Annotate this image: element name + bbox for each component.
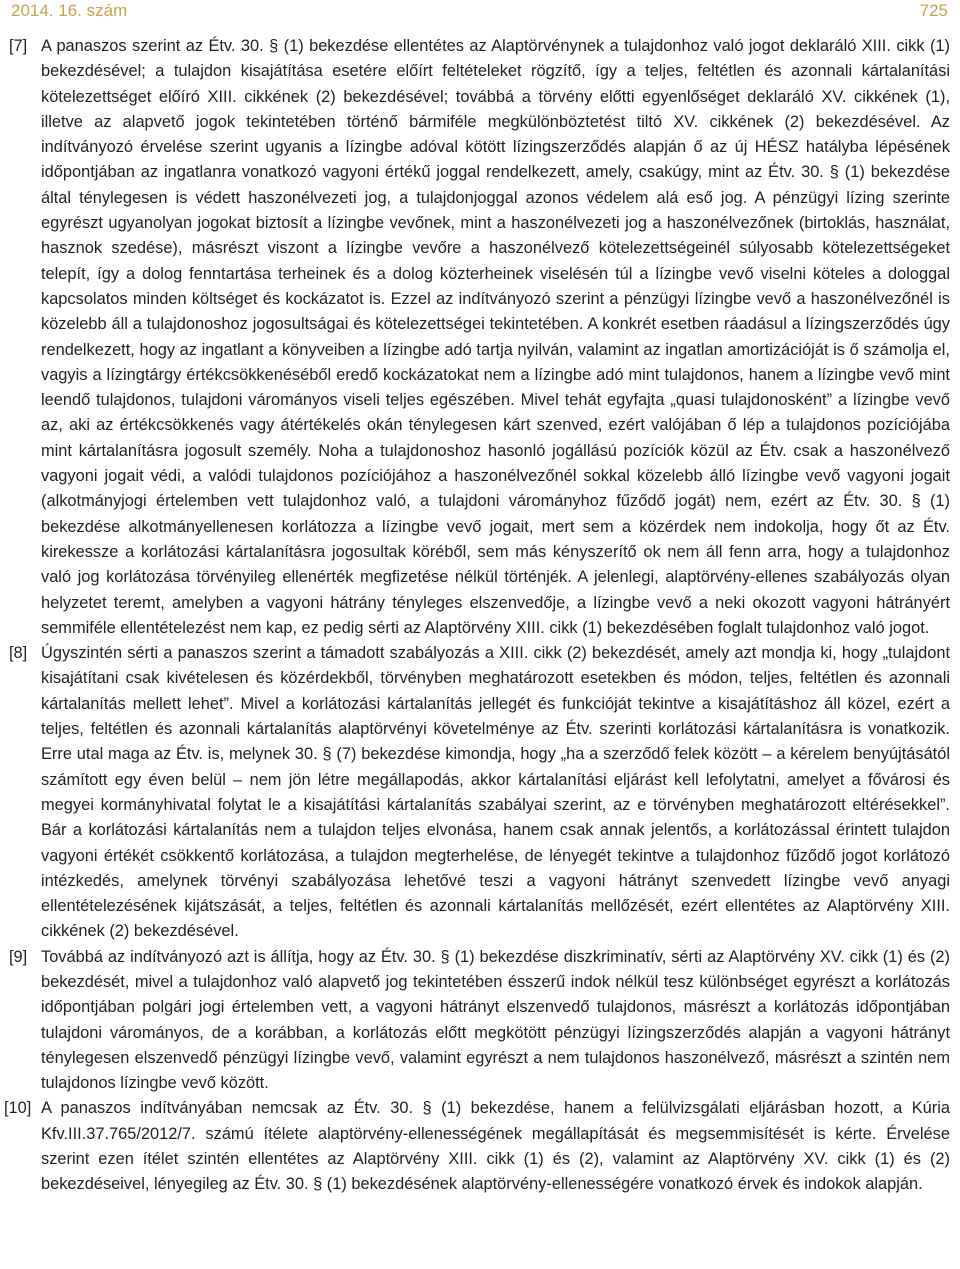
document-body (0, 34, 960, 1198)
paragraph-9 (0, 945, 960, 1097)
paragraph-number: [8] (9, 644, 28, 663)
paragraph-text: Úgyszintén sérti a panaszos szerint a támadott szabályozás a XIII. cikk (2) bekezdését, amely azt mondja ki, hogy „tulajdont kisajátítani csak kivételesen és közérdekből, törvényben meghatározott esetekben és módon, teljes, feltétlen és azonnali kártalanítás mellett lehet”. Mivel a korlátozási kártalanítás jellegét és funkcióját tekintve a kisajátításhoz áll közel, ezért a teljes, feltétlen és azonnali kártalanítás alaptörvényi követelménye az Étv. szerinti korlátozási kártalanításra is vonatkozik. Erre utal maga az Étv. is, melynek 30. § (7) bekezdése kimondja, hogy „ha a szerződő felek között – a kérelem benyújtásától számított egy éven belül – nem jön létre megállapodás, akkor kártalanítási eljárást kell lefolytatni, amelyet a fővárosi és megyei kormányhivatal folytat le a kisajátítási kártalanítás szabályai szerint, az e törvényben meghatározott eltérésekkel”. Bár a korlátozási kártalanítás nem a tulajdon teljes elvonása, hanem csak annak jelentős, a korlátozással érintett tulajdon vagyoni értékét csökkentő korlátozása, a tulajdon megterhelése, de lényegét tekintve a tulajdonhoz fűződő jogot korlátozó intézkedés, amelynek törvényi szabályozása lehetővé teszi a vagyoni hátrányt szenvedett lízingbe vevő anyagi ellentételezésének kijátszását, a teljes, feltétlen és azonnali kártalanítás mellőzését, ezért ellentétes az Alaptörvény XIII. cikkének (2) bekezdésével. (41, 644, 950, 941)
paragraph-text: A panaszos szerint az Étv. 30. § (1) bekezdése ellentétes az Alaptörvénynek a tulajdonhoz való jogot deklaráló XIII. cikk (1) bekezdésével; a tulajdon kisajátítása esetére előírt feltételeket rögzítő, így a teljes, feltétlen és azonnali kártalanítási kötelezettséget előíró XIII. cikkének (2) bekezdésével; továbbá a törvény előtti egyenlőséget deklaráló XV. cikkének (1), illetve az alapvető jogok tekintetében történő bármiféle megkülönböztetést tiltó XV. cikkének (2) bekezdésével. Az indítványozó érvelése szerint ugyanis a lízingbe adóval kötött lízingszerződés alapján ő az új HÉSZ hatályba lépésének időpontjában az ingatlanra vonatkozó vagyoni értékű joggal rendelkezett, amely, csakúgy, mint az Étv. 30. § (1) bekezdése által ténylegesen is védett haszonélvezeti jog, a tulajdonjoggal azonos védelem alá eső jog. A pénzügyi lízing szerinte egyrészt ugyanolyan jogokat biztosít a lízingbe vevőnek, mint a haszonélvezeti jog a haszonélvezőnek (birtoklás, használat, hasznok szedése), másrészt viszont a lízingbe vevőre a haszonélvező kötelezettségeinél súlyosabb kötelezettségeket telepít, így a dolog fenntartása terheinek és a dolog közterheinek viselésén túl a lízingbe vevő viselni köteles a dologgal kapcsolatos minden költséget és kockázatot is. Ezzel az indítványozó szerint a pénzügyi lízingbe vevő a haszonélvezőnél is közelebb áll a tulajdonoshoz jogosultságai és kötelezettségei tekintetében. A konkrét esetben ráadásul a lízingszerződés úgy rendelkezett, hogy az ingatlant a könyveiben a lízingbe adó tartja nyilván, valamint az ingatlan amortizációját is ő számolja el, vagyis a lízingtárgy értékcsökkenéséből eredő kockázatokat nem a lízingbe adó mint tulajdonos, hanem a lízingbe vevő mint leendő tulajdonos, tulajdoni várományos viseli teljes egészében. Mivel tehát egyfajta „quasi tulajdonosként” a lízingbe vevő az, aki az értékcsökkenés vagy átértékelés okán ténylegesen kárt szenved, ezért valójában ő lép a tulajdonos pozíciójába mint kártalanításra jogosult személy. Noha a tulajdonoshoz hasonló jogállású pozíciók közül az Étv. csak a haszonélvező vagyoni jogait védi, a valódi tulajdonos pozíciójához a haszonélvezőnél sokkal közelebb álló lízingbe vevő vagyoni jogait (alkotmányjogi értelemben vett tulajdonhoz való, a tulajdoni várományhoz fűződő jogát) nem, ezért az Étv. 30. § (1) bekezdése alkotmányellenesen korlátozza a lízingbe vevő jogait, mert sem a közérdek nem indokolja, hogy őt az Étv. kirekessze a korlátozási kártalanításra jogosultak köréből, sem más kényszerítő ok nem áll fenn arra, hogy a tulajdonhoz való jog korlátozása törvényileg ellenérték megfizetése nélkül történjék. A jelenlegi, alaptörvény-ellenes szabályozás olyan helyzetet teremt, amelyben a vagyoni hátrány tényleges elszenvedője, a lízingbe vevő a neki okozott vagyoni hátrányért semmiféle ellentételezést nem kap, ez pedig sérti az Alaptörvény XIII. cikk (1) bekezdésében foglalt tulajdonhoz való jogot. (41, 37, 950, 637)
paragraph-10 (0, 1096, 960, 1197)
paragraph-7 (0, 34, 960, 641)
page-number: 725 (919, 1, 948, 20)
paragraph-number: [10] (4, 1099, 32, 1118)
paragraph-text: Továbbá az indítványozó azt is állítja, hogy az Étv. 30. § (1) bekezdése diszkriminatív, sérti az Alaptörvény XV. cikk (1) és (2) bekezdését, mivel a tulajdonhoz való alapvető jog tekintetében ésszerű indok nélkül tesz különbséget egyrészt a korlátozás időpontjában polgári jogi értelemben vett, a vagyoni hátrányt elszenvedő tulajdonos, másrészt a korlátozás időpontjában tulajdoni várományos, de a korábban, a korlátozás előtt megkötött pénzügyi lízingszerződés alapján a vagyoni hátrányt ténylegesen elszenvedő pénzügyi lízingbe vevő, valamint egyrészt a nem tulajdonos haszonélvező, másrészt a szintén nem tulajdonos lízingbe vevő között. (41, 947, 950, 1093)
issue-label: 2014. 16. szám (11, 1, 128, 20)
paragraph-8 (0, 641, 960, 945)
page-header (0, 0, 960, 24)
paragraph-number: [7] (9, 37, 28, 55)
paragraph-number: [9] (9, 947, 28, 966)
paragraph-text: A panaszos indítványában nemcsak az Étv. 30. § (1) bekezdése, hanem a felülvizsgálati eljárásban hozott, a Kúria Kfv.III.37.765/2012/7. számú ítélete alaptörvény-ellenességének megállapítását és megsemmisítését is kérte. Érvelése szerint ezen ítélet szintén ellentétes az Alaptörvény XIII. cikk (1) és (2), valamint az Alaptörvény XV. cikk (1) és (2) bekezdéseivel, lényegileg az Étv. 30. § (1) bekezdésének alaptörvény-ellenességére vonatkozó érvek és indokok alapján. (41, 1099, 950, 1194)
